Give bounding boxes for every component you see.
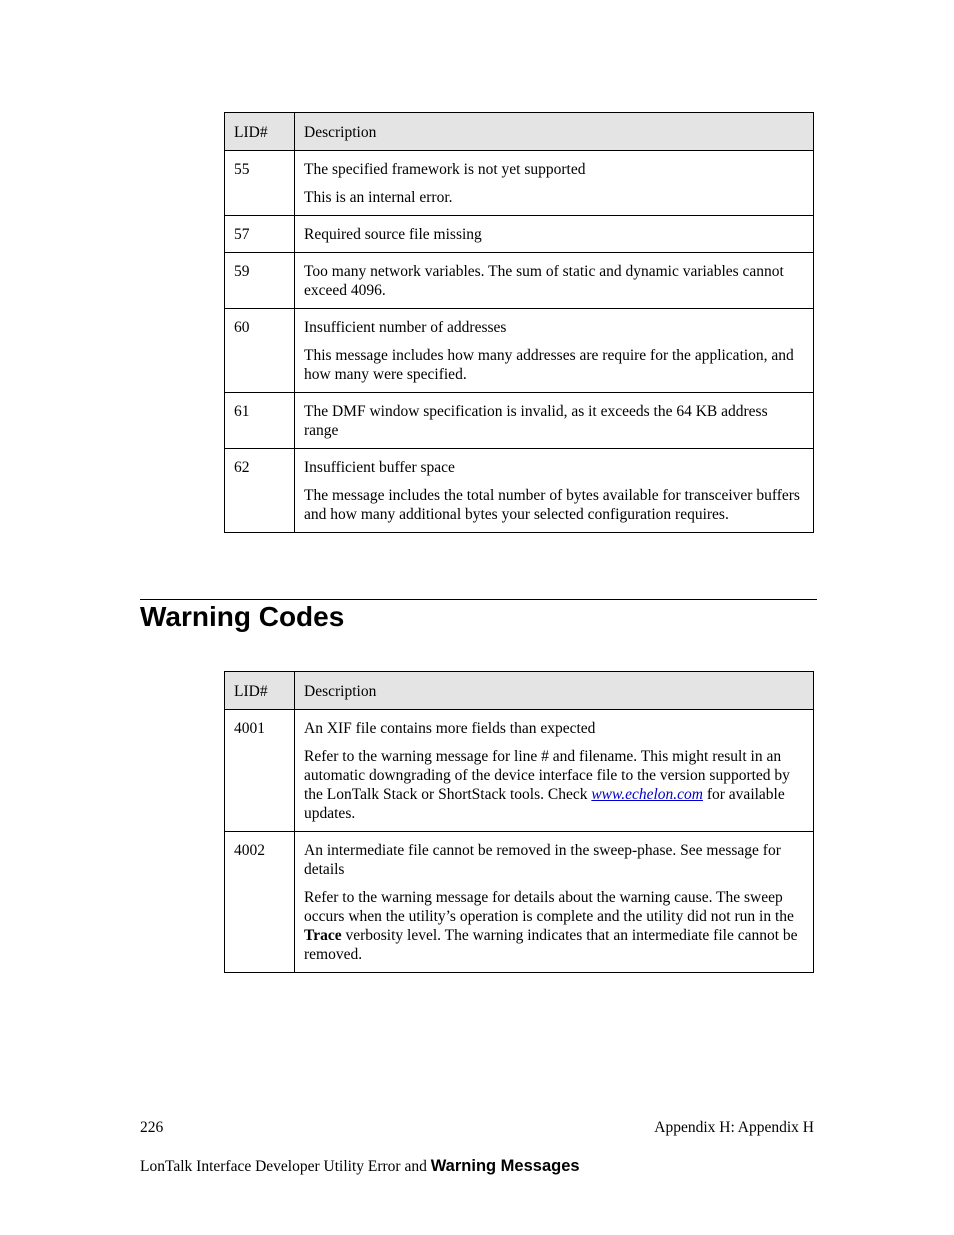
description-line: Required source file missing <box>304 226 482 243</box>
description-cell <box>295 253 814 309</box>
column-header-lid: LID# <box>225 113 295 151</box>
column-header-description: Description <box>295 672 814 710</box>
lid-cell: 4002 <box>225 832 295 973</box>
description-line <box>304 747 804 823</box>
table-row <box>225 832 814 973</box>
page-number: 226 <box>140 1119 164 1136</box>
column-header-lid: LID# <box>225 672 295 710</box>
description-line: The DMF window specification is invalid, as it exceeds the 64 KB address range <box>304 403 768 439</box>
echelon-website-link[interactable]: www.echelon.com <box>591 786 703 803</box>
description-cell <box>295 151 814 216</box>
footer-appendix: Appendix H: Appendix H <box>654 1119 814 1136</box>
lid-cell: 57 <box>225 216 295 253</box>
description-cell <box>295 393 814 449</box>
description-line: Insufficient buffer space <box>304 459 455 476</box>
lid-cell: 62 <box>225 449 295 533</box>
description-line <box>304 888 804 964</box>
footer-document-title <box>140 1157 580 1176</box>
description-line: Insufficient number of addresses <box>304 319 507 336</box>
section-heading: Warning Codes <box>140 601 345 632</box>
footer-title-sans: Warning Messages <box>430 1157 580 1175</box>
description-cell <box>295 216 814 253</box>
description-cell <box>295 309 814 393</box>
lid-cell: 59 <box>225 253 295 309</box>
table-row <box>225 309 814 393</box>
table-row <box>225 710 814 832</box>
table-row <box>225 449 814 533</box>
lid-cell: 61 <box>225 393 295 449</box>
description-line: An XIF file contains more fields than expected <box>304 720 596 737</box>
description-text: Refer to the warning message for details about the warning cause. The sweep occurs when the utility’s operation is complete and the utility did not run in the <box>304 889 794 925</box>
error-codes-table <box>224 112 814 533</box>
description-line: This message includes how many addresses are require for the application, and how many were specified. <box>304 347 794 383</box>
table-row <box>225 216 814 253</box>
description-cell <box>295 710 814 832</box>
table-row <box>225 151 814 216</box>
description-cell <box>295 832 814 973</box>
description-text: verbosity level. The warning indicates that an intermediate file cannot be removed. <box>304 927 798 963</box>
table-header-row <box>225 113 814 151</box>
description-line: The message includes the total number of bytes available for transceiver buffers and how many additional bytes your selected configuration requires. <box>304 487 800 523</box>
trace-keyword: Trace <box>304 927 342 944</box>
description-text: Refer to the warning message for line # and filename. This might result in an automatic downgrading of the device interface file to the version supported by the LonTalk Stack or ShortStack tools. Check <box>304 748 790 803</box>
table-row <box>225 253 814 309</box>
description-line: Too many network variables. The sum of static and dynamic variables cannot exceed 4096. <box>304 263 784 299</box>
column-header-description: Description <box>295 113 814 151</box>
table-header-row <box>225 672 814 710</box>
table-row <box>225 393 814 449</box>
description-text: for available updates. <box>304 786 785 822</box>
lid-cell: 4001 <box>225 710 295 832</box>
description-line: This is an internal error. <box>304 189 453 206</box>
description-line: The specified framework is not yet supported <box>304 161 586 178</box>
warning-codes-table <box>224 671 814 973</box>
description-line: An intermediate file cannot be removed in the sweep-phase. See message for details <box>304 842 781 878</box>
lid-cell: 60 <box>225 309 295 393</box>
footer-title-serif: LonTalk Interface Developer Utility Error and <box>140 1158 431 1175</box>
lid-cell: 55 <box>225 151 295 216</box>
description-cell <box>295 449 814 533</box>
